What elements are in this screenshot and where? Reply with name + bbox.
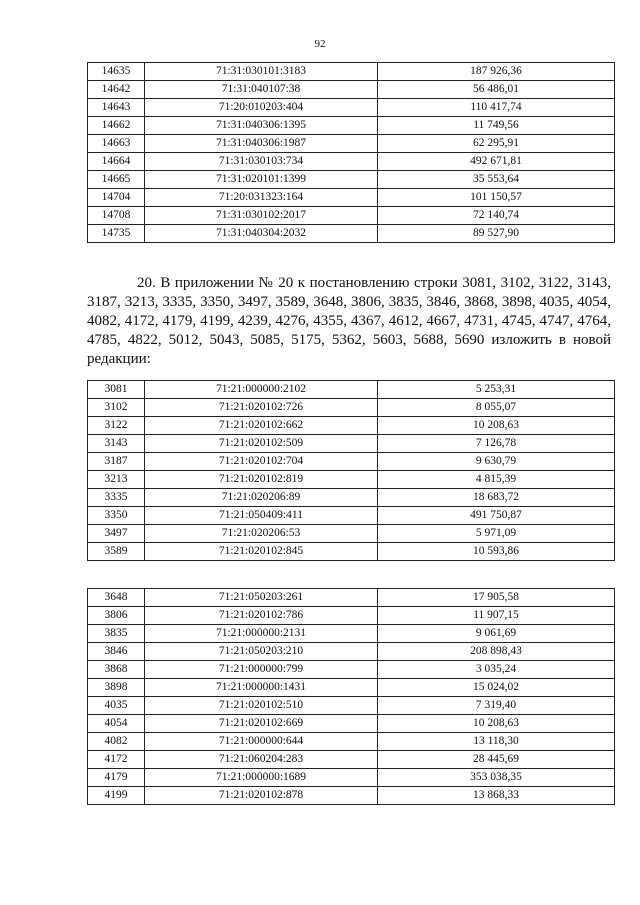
amount: 492 671,81 — [378, 153, 615, 171]
table-row — [88, 661, 615, 679]
table-row — [88, 207, 615, 225]
row-number: 4199 — [88, 787, 145, 805]
row-number: 3846 — [88, 643, 145, 661]
cadastral-number: 71:21:020102:510 — [145, 697, 378, 715]
amount: 17 905,58 — [378, 589, 615, 607]
cadastral-number: 71:31:040306:1987 — [145, 135, 378, 153]
row-number: 4054 — [88, 715, 145, 733]
table-row — [88, 625, 615, 643]
amount: 10 208,63 — [378, 417, 615, 435]
amount: 9 061,69 — [378, 625, 615, 643]
table-row — [88, 435, 615, 453]
row-number: 14704 — [88, 189, 145, 207]
cadastral-table-3 — [87, 588, 615, 805]
cadastral-number: 71:21:000000:2131 — [145, 625, 378, 643]
cadastral-number: 71:21:020102:819 — [145, 471, 378, 489]
table-row — [88, 63, 615, 81]
cadastral-number: 71:31:040304:2032 — [145, 225, 378, 243]
table-row — [88, 189, 615, 207]
cadastral-number: 71:21:020206:89 — [145, 489, 378, 507]
table-row — [88, 417, 615, 435]
row-number: 14642 — [88, 81, 145, 99]
table-row — [88, 525, 615, 543]
page-number: 92 — [314, 38, 326, 50]
table-row — [88, 507, 615, 525]
amount: 72 140,74 — [378, 207, 615, 225]
row-number: 3806 — [88, 607, 145, 625]
amount: 4 815,39 — [378, 471, 615, 489]
table-row — [88, 135, 615, 153]
amount: 8 055,07 — [378, 399, 615, 417]
row-number: 3122 — [88, 417, 145, 435]
cadastral-number: 71:21:020102:704 — [145, 453, 378, 471]
cadastral-number: 71:21:020102:786 — [145, 607, 378, 625]
table-row — [88, 225, 615, 243]
amount: 10 593,86 — [378, 543, 615, 561]
table-row — [88, 751, 615, 769]
table-row — [88, 489, 615, 507]
table-row — [88, 81, 615, 99]
amount: 35 553,64 — [378, 171, 615, 189]
amount: 56 486,01 — [378, 81, 615, 99]
cadastral-number: 71:21:050203:261 — [145, 589, 378, 607]
row-number: 3081 — [88, 381, 145, 399]
row-number: 14643 — [88, 99, 145, 117]
row-number: 14664 — [88, 153, 145, 171]
amount: 15 024,02 — [378, 679, 615, 697]
cadastral-number: 71:21:020102:509 — [145, 435, 378, 453]
cadastral-number: 71:21:020102:845 — [145, 543, 378, 561]
amount: 187 926,36 — [378, 63, 615, 81]
row-number: 3213 — [88, 471, 145, 489]
cadastral-number: 71:31:030103:734 — [145, 153, 378, 171]
cadastral-number: 71:31:030101:3183 — [145, 63, 378, 81]
cadastral-number: 71:21:020102:669 — [145, 715, 378, 733]
amount: 62 295,91 — [378, 135, 615, 153]
cadastral-number: 71:21:000000:1689 — [145, 769, 378, 787]
row-number: 14635 — [88, 63, 145, 81]
cadastral-number: 71:31:030102:2017 — [145, 207, 378, 225]
row-number: 3335 — [88, 489, 145, 507]
table-row — [88, 769, 615, 787]
row-number: 3868 — [88, 661, 145, 679]
row-number: 3835 — [88, 625, 145, 643]
amount: 3 035,24 — [378, 661, 615, 679]
table-row — [88, 471, 615, 489]
cadastral-number: 71:21:020206:53 — [145, 525, 378, 543]
row-number: 3350 — [88, 507, 145, 525]
amount: 13 118,30 — [378, 733, 615, 751]
table-row — [88, 543, 615, 561]
table-row — [88, 453, 615, 471]
cadastral-number: 71:31:040107:38 — [145, 81, 378, 99]
amount: 353 038,35 — [378, 769, 615, 787]
row-number: 3187 — [88, 453, 145, 471]
row-number: 14708 — [88, 207, 145, 225]
amount: 11 749,56 — [378, 117, 615, 135]
row-number: 3648 — [88, 589, 145, 607]
cadastral-number: 71:21:000000:1431 — [145, 679, 378, 697]
row-number: 14662 — [88, 117, 145, 135]
table-row — [88, 153, 615, 171]
cadastral-number: 71:21:000000:799 — [145, 661, 378, 679]
amount: 491 750,87 — [378, 507, 615, 525]
row-number: 3143 — [88, 435, 145, 453]
table-row — [88, 171, 615, 189]
table-row — [88, 607, 615, 625]
row-number: 3102 — [88, 399, 145, 417]
amount: 13 868,33 — [378, 787, 615, 805]
cadastral-table-1 — [87, 62, 615, 243]
amount: 10 208,63 — [378, 715, 615, 733]
amount: 11 907,15 — [378, 607, 615, 625]
table-row — [88, 679, 615, 697]
table-row — [88, 787, 615, 805]
cadastral-table-2 — [87, 380, 615, 561]
row-number: 3898 — [88, 679, 145, 697]
amount: 28 445,69 — [378, 751, 615, 769]
table-row — [88, 589, 615, 607]
amount: 89 527,90 — [378, 225, 615, 243]
table-row — [88, 399, 615, 417]
cadastral-number: 71:20:031323:164 — [145, 189, 378, 207]
amount: 208 898,43 — [378, 643, 615, 661]
amount: 101 150,57 — [378, 189, 615, 207]
cadastral-number: 71:31:020101:1399 — [145, 171, 378, 189]
table-row — [88, 643, 615, 661]
amount: 9 630,79 — [378, 453, 615, 471]
cadastral-number: 71:21:020102:726 — [145, 399, 378, 417]
amount: 7 319,40 — [378, 697, 615, 715]
cadastral-number: 71:21:000000:2102 — [145, 381, 378, 399]
cadastral-number: 71:21:050203:210 — [145, 643, 378, 661]
row-number: 4179 — [88, 769, 145, 787]
cadastral-number: 71:21:020102:878 — [145, 787, 378, 805]
amendment-text: 20. В приложении № 20 к постановлению строки 3081, 3102, 3122, 3143, 3187, 3213, 3335, 3350, 3497, 3589, 3648, 3806, 3835, 3846, 3868, 3898, 4035, 4054, 4082, 4172, 4179, 4199, 4239, 4276, 4355, 4367, 4612, 4667, 4731, 4745, 4747, 4764, 4785, 4822, 5012, 5043, 5085, 5175, 5362, 5603, 5688, 5690 изложить в новой редакции: — [87, 275, 611, 367]
row-number: 4082 — [88, 733, 145, 751]
amount: 5 253,31 — [378, 381, 615, 399]
row-number: 14735 — [88, 225, 145, 243]
row-number: 14665 — [88, 171, 145, 189]
amount: 5 971,09 — [378, 525, 615, 543]
cadastral-number: 71:21:050409:411 — [145, 507, 378, 525]
table-row — [88, 99, 615, 117]
table-row — [88, 733, 615, 751]
row-number: 3497 — [88, 525, 145, 543]
row-number: 3589 — [88, 543, 145, 561]
amendment-paragraph — [87, 274, 611, 369]
table-row — [88, 697, 615, 715]
row-number: 14663 — [88, 135, 145, 153]
table-row — [88, 381, 615, 399]
cadastral-number: 71:20:010203:404 — [145, 99, 378, 117]
cadastral-number: 71:21:020102:662 — [145, 417, 378, 435]
cadastral-number: 71:21:000000:644 — [145, 733, 378, 751]
row-number: 4172 — [88, 751, 145, 769]
cadastral-number: 71:21:060204:283 — [145, 751, 378, 769]
amount: 7 126,78 — [378, 435, 615, 453]
row-number: 4035 — [88, 697, 145, 715]
amount: 110 417,74 — [378, 99, 615, 117]
amount: 18 683,72 — [378, 489, 615, 507]
table-row — [88, 117, 615, 135]
table-row — [88, 715, 615, 733]
cadastral-number: 71:31:040306:1395 — [145, 117, 378, 135]
